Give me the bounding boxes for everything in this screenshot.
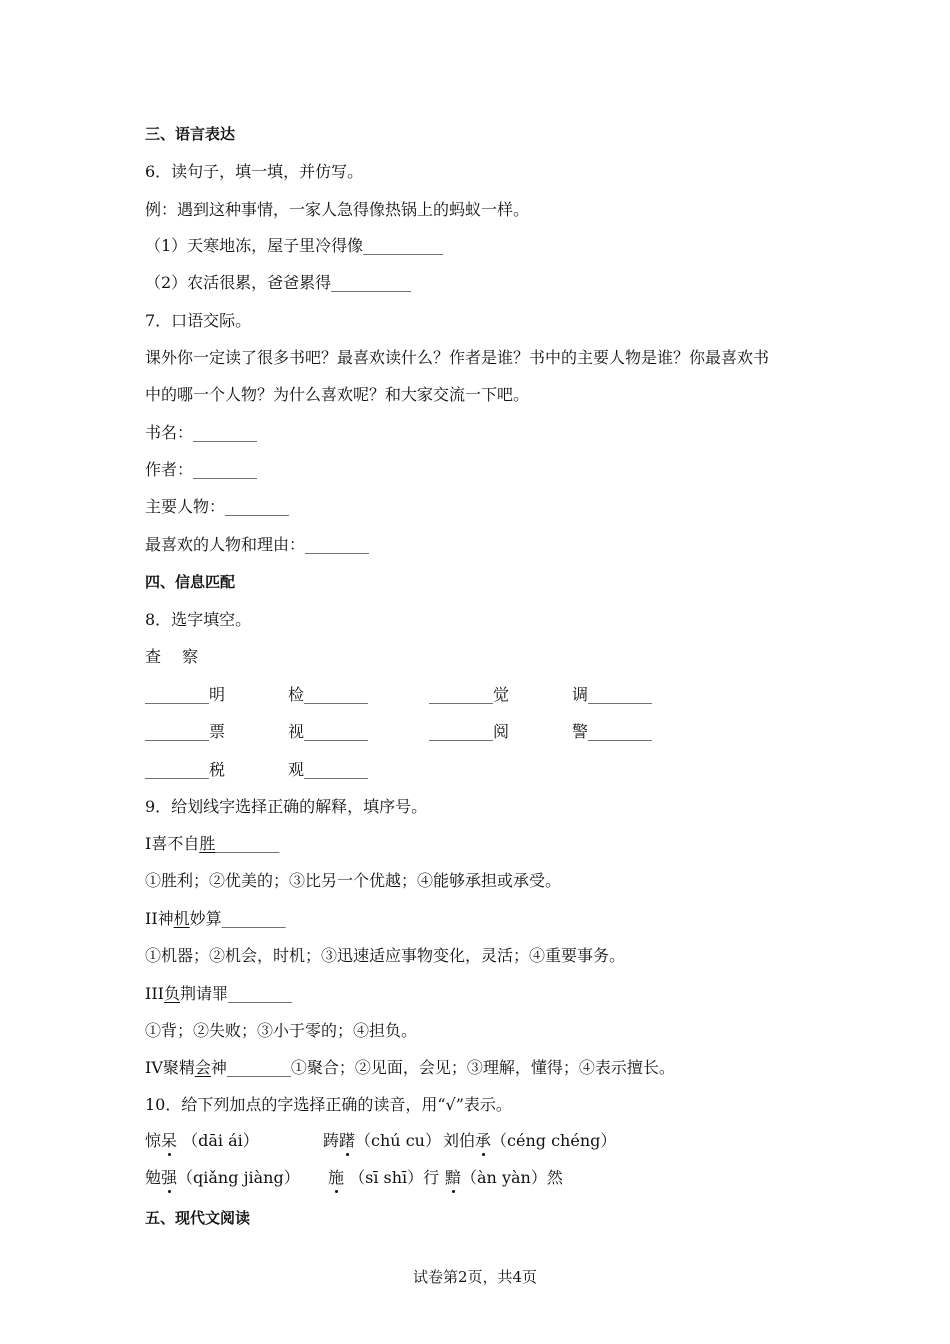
q9-item-ii-options: ①机器；②机会，时机；③迅速适应事物变化，灵活；④重要事务。 [145, 946, 626, 965]
q10-item-a: 惊呆 （dāi ái） [145, 1131, 259, 1150]
q8-blank: ________明 [145, 685, 226, 704]
section-3-title: 三、语言表达 [145, 125, 236, 143]
page-footer: 试卷第2页，共4页 [412, 1268, 538, 1286]
q10-item-c: 刘伯承（céng chéng） [443, 1131, 617, 1150]
dotted-char: 躇 [339, 1131, 356, 1150]
q6-example: 例：遇到这种事情，一家人急得像热锅上的蚂蚁一样。 [145, 200, 530, 219]
q8-options: 查 察 [145, 647, 199, 666]
q10-item-d: 勉强（qiǎng jiàng） [145, 1168, 300, 1187]
q10-item-b: 踌躇（chú cu） [323, 1131, 441, 1150]
q6-item-1: （1）天寒地冻，屋子里冷得像__________ [145, 236, 444, 255]
q7-favorite-field: 最喜欢的人物和理由：________ [145, 535, 370, 554]
q7-book-field: 书名：________ [145, 423, 258, 442]
q7-character-field: 主要人物：________ [145, 497, 290, 516]
q7-paragraph-line-1: 课外你一定读了很多书吧？最喜欢读什么？作者是谁？书中的主要人物是谁？你最喜欢书 [145, 348, 770, 367]
q9-item-i: I喜不自胜________ [145, 834, 280, 853]
q9-item-i-options: ①胜利；②优美的；③比另一个优越；④能够承担或承受。 [145, 871, 562, 890]
q10-item-e: 施 （sī shī）行 [328, 1168, 440, 1187]
q9-item-iii: III负荆请罪________ [145, 984, 292, 1003]
underlined-char: 胜 [199, 834, 216, 853]
q9-stem: 9．给划线字选择正确的解释，填序号。 [145, 797, 428, 816]
q8-blank: ________税 [145, 760, 226, 779]
q9-item-ii: II神机妙算________ [145, 909, 286, 928]
q6-stem: 6．读句子，填一填，并仿写。 [145, 162, 364, 181]
q9-item-iii-options: ①背；②失败；③小于零的；④担负。 [145, 1021, 418, 1040]
q9-item-iv: IV聚精会神________①聚合；②见面，会见；③理解，懂得；④表示擅长。 [145, 1058, 675, 1077]
q7-paragraph-line-2: 中的哪一个人物？为什么喜欢呢？和大家交流一下吧。 [145, 385, 530, 404]
q8-blank: 检________ [288, 685, 369, 704]
q8-blank: 警________ [572, 722, 653, 741]
q10-stem: 10．给下列加点的字选择正确的读音，用“√”表示。 [145, 1095, 512, 1114]
dotted-char: 呆 [161, 1131, 178, 1150]
q8-blank: 观________ [288, 760, 369, 779]
dotted-char: 承 [475, 1131, 492, 1150]
q8-blank: 调________ [572, 685, 653, 704]
q10-item-f: 黯（àn yàn）然 [445, 1168, 563, 1187]
q8-blank: ________阅 [429, 722, 510, 741]
q8-blank: ________票 [145, 722, 226, 741]
dotted-char: 黯 [445, 1168, 462, 1187]
underlined-char: 会 [194, 1058, 211, 1077]
dotted-char: 施 [328, 1168, 345, 1187]
section-4-title: 四、信息匹配 [145, 573, 236, 591]
dotted-char: 强 [161, 1168, 178, 1187]
underlined-char: 机 [173, 909, 190, 928]
q6-item-2: （2）农活很累，爸爸累得__________ [145, 273, 412, 292]
q8-stem: 8．选字填空。 [145, 610, 252, 629]
section-5-title: 五、现代文阅读 [145, 1209, 251, 1227]
q7-author-field: 作者：________ [145, 460, 258, 479]
q7-stem: 7．口语交际。 [145, 311, 252, 330]
underlined-char: 负 [163, 984, 180, 1003]
q8-blank: 视________ [288, 722, 369, 741]
q8-blank: ________觉 [429, 685, 510, 704]
